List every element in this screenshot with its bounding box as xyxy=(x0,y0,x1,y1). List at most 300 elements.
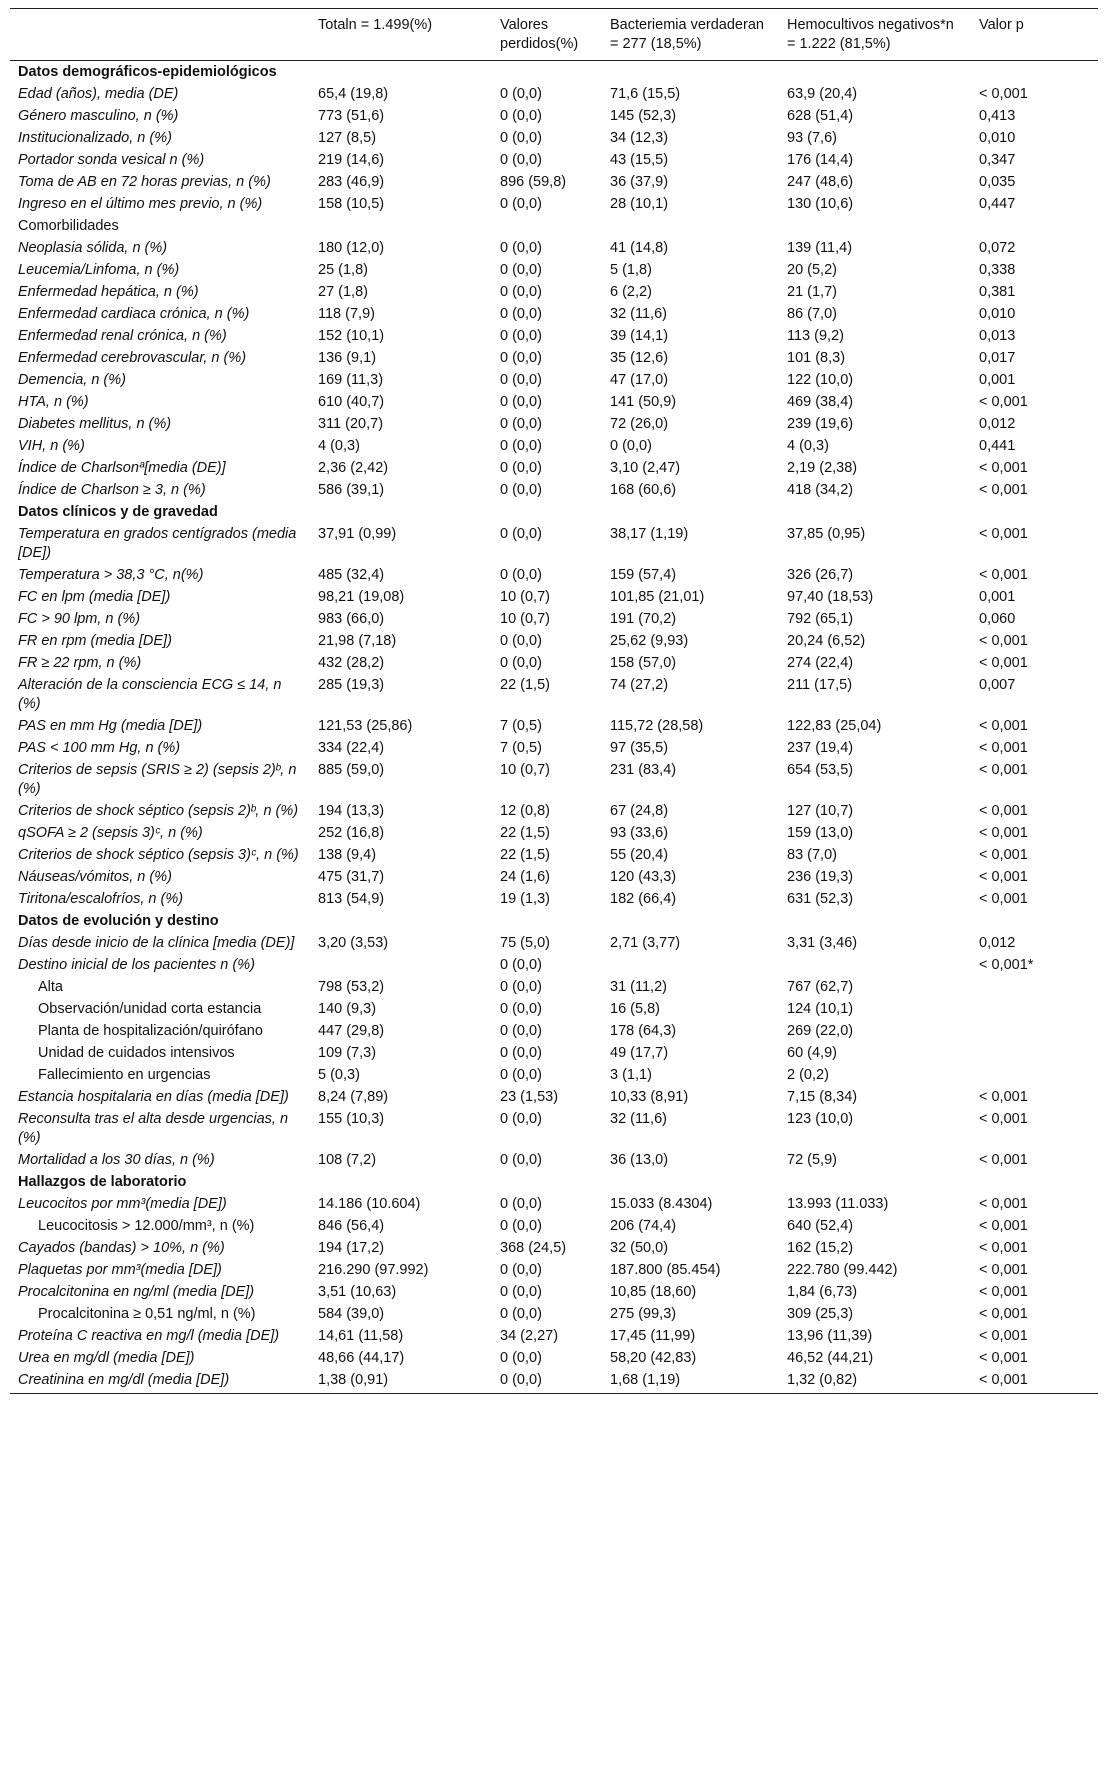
row-label: FC en lpm (media [DE]) xyxy=(18,589,171,605)
cell-negative: 101 (8,3) xyxy=(787,350,846,366)
cell-bacteremia: 15.033 (8.4304) xyxy=(610,1196,713,1212)
cell-negative: 122 (10,0) xyxy=(787,372,854,388)
cell-pvalue: < 0,001 xyxy=(979,718,1028,734)
cell-missing: 0 (0,0) xyxy=(500,1262,542,1278)
cell-pvalue: < 0,001 xyxy=(979,460,1028,476)
cell-total: 27 (1,8) xyxy=(318,284,368,300)
table-row xyxy=(10,171,1098,193)
cell-pvalue: < 0,001 xyxy=(979,526,1028,542)
section-header-row xyxy=(10,910,1098,932)
cell-bacteremia: 41 (14,8) xyxy=(610,240,669,256)
cell-negative: 130 (10,6) xyxy=(787,196,854,212)
row-label: Urea en mg/dl (media [DE]) xyxy=(18,1350,195,1366)
table-row xyxy=(10,954,1098,976)
cell-bacteremia: 182 (66,4) xyxy=(610,891,677,907)
cell-bacteremia: 178 (64,3) xyxy=(610,1023,677,1039)
header-label xyxy=(10,9,310,61)
cell-missing: 0 (0,0) xyxy=(500,306,542,322)
table-row xyxy=(10,564,1098,586)
table-row xyxy=(10,281,1098,303)
cell-missing: 7 (0,5) xyxy=(500,740,542,756)
cell-negative: 123 (10,0) xyxy=(787,1111,854,1127)
cell-missing: 23 (1,53) xyxy=(500,1089,559,1105)
cell-missing: 0 (0,0) xyxy=(500,1218,542,1234)
cell-bacteremia: 0 (0,0) xyxy=(610,438,652,454)
cell-pvalue: 0,035 xyxy=(979,174,1016,190)
cell-pvalue: 0,012 xyxy=(979,416,1016,432)
cell-missing: 0 (0,0) xyxy=(500,633,542,649)
cell-bacteremia: 2,71 (3,77) xyxy=(610,935,681,951)
section-header-row xyxy=(10,501,1098,523)
cell-missing: 0 (0,0) xyxy=(500,262,542,278)
cell-bacteremia: 158 (57,0) xyxy=(610,655,677,671)
cell-total: 8,24 (7,89) xyxy=(318,1089,389,1105)
cell-bacteremia: 115,72 (28,58) xyxy=(610,718,704,734)
cell-total: 610 (40,7) xyxy=(318,394,385,410)
cell-missing: 0 (0,0) xyxy=(500,86,542,102)
cell-pvalue: 0,413 xyxy=(979,108,1016,124)
cell-negative xyxy=(779,501,971,523)
row-label: Demencia, n (%) xyxy=(18,372,126,388)
cell-bacteremia: 206 (74,4) xyxy=(610,1218,677,1234)
cell-bacteremia: 10,85 (18,60) xyxy=(610,1284,697,1300)
table-row xyxy=(10,1369,1098,1394)
cell-bacteremia: 74 (27,2) xyxy=(610,677,669,693)
cell-negative: 792 (65,1) xyxy=(787,611,854,627)
cell-missing: 24 (1,6) xyxy=(500,869,550,885)
cell-missing: 0 (0,0) xyxy=(500,196,542,212)
cell-total: 169 (11,3) xyxy=(318,372,384,388)
cell-total: 846 (56,4) xyxy=(318,1218,385,1234)
cell-total: 14.186 (10.604) xyxy=(318,1196,421,1212)
cell-total: 108 (7,2) xyxy=(318,1152,377,1168)
table-row xyxy=(10,347,1098,369)
row-label: Temperatura en grados centígrados (media [DE]) xyxy=(18,526,297,561)
cell-negative: 20 (5,2) xyxy=(787,262,837,278)
cell-pvalue: < 0,001 xyxy=(979,655,1028,671)
table-row xyxy=(10,1215,1098,1237)
section-header-row xyxy=(10,1171,1098,1193)
cell-negative: 127 (10,7) xyxy=(787,803,854,819)
table-row xyxy=(10,325,1098,347)
cell-total xyxy=(310,954,492,976)
cell-total: 813 (54,9) xyxy=(318,891,385,907)
cell-bacteremia: 231 (83,4) xyxy=(610,762,677,778)
table-header xyxy=(10,9,1098,61)
cell-total: 311 (20,7) xyxy=(318,416,384,432)
cell-bacteremia: 43 (15,5) xyxy=(610,152,669,168)
row-label: Alta xyxy=(38,979,63,995)
cell-missing: 0 (0,0) xyxy=(500,655,542,671)
cell-total: 136 (9,1) xyxy=(318,350,377,366)
row-label: Índice de Charlsonª[media (DE)] xyxy=(18,460,226,476)
cell-pvalue: 0,060 xyxy=(979,611,1016,627)
cell-bacteremia: 39 (14,1) xyxy=(610,328,669,344)
cell-total: 155 (10,3) xyxy=(318,1111,385,1127)
cell-negative: 1,32 (0,82) xyxy=(779,1369,971,1394)
cell-missing: 0 (0,0) xyxy=(500,526,542,542)
cell-pvalue: < 0,001* xyxy=(979,957,1034,973)
cell-pvalue: < 0,001 xyxy=(979,567,1028,583)
cell-total: 447 (29,8) xyxy=(318,1023,385,1039)
table-row xyxy=(10,1042,1098,1064)
cell-negative: 1,84 (6,73) xyxy=(787,1284,858,1300)
table-row xyxy=(10,1259,1098,1281)
cell-negative: 162 (15,2) xyxy=(787,1240,854,1256)
cell-bacteremia: 93 (33,6) xyxy=(610,825,669,841)
row-label: Enfermedad renal crónica, n (%) xyxy=(18,328,227,344)
cell-bacteremia: 32 (50,0) xyxy=(610,1240,669,1256)
cell-pvalue: < 0,001 xyxy=(979,847,1028,863)
cell-pvalue: < 0,001 xyxy=(979,1306,1028,1322)
row-label: Planta de hospitalización/quirófano xyxy=(38,1023,263,1039)
cell-missing: 0 (0,0) xyxy=(500,240,542,256)
table-row xyxy=(10,1149,1098,1171)
cell-negative: 237 (19,4) xyxy=(787,740,854,756)
row-label: FR ≥ 22 rpm, n (%) xyxy=(18,655,142,671)
cell-bacteremia: 3,10 (2,47) xyxy=(610,460,681,476)
cell-negative: 72 (5,9) xyxy=(787,1152,837,1168)
cell-total: 3,20 (3,53) xyxy=(318,935,389,951)
row-label: Fallecimiento en urgencias xyxy=(38,1067,211,1083)
cell-pvalue: 0,441 xyxy=(979,438,1016,454)
cell-negative xyxy=(779,954,971,976)
cell-negative: 176 (14,4) xyxy=(787,152,854,168)
table-row xyxy=(10,479,1098,501)
cell-bacteremia: 141 (50,9) xyxy=(610,394,677,410)
cell-negative: 767 (62,7) xyxy=(787,979,854,995)
cell-bacteremia: 25,62 (9,93) xyxy=(610,633,689,649)
row-label: FC > 90 lpm, n (%) xyxy=(18,611,141,627)
cell-negative: 236 (19,3) xyxy=(787,869,854,885)
row-label: Edad (años), media (DE) xyxy=(18,86,179,102)
row-label: Leucemia/Linfoma, n (%) xyxy=(18,262,180,278)
cell-pvalue xyxy=(971,501,1098,523)
row-label: Estancia hospitalaria en días (media [DE]) xyxy=(18,1089,289,1105)
table-row xyxy=(10,1281,1098,1303)
cell-negative: 4 (0,3) xyxy=(787,438,829,454)
table-row xyxy=(10,715,1098,737)
cell-total: 4 (0,3) xyxy=(318,438,360,454)
cell-missing xyxy=(492,1171,602,1193)
cell-negative xyxy=(779,215,971,237)
header-missing: Valores perdidos(%) xyxy=(492,9,602,61)
cell-negative: 7,15 (8,34) xyxy=(787,1089,858,1105)
table-row xyxy=(10,127,1098,149)
table-row xyxy=(10,586,1098,608)
row-label: Enfermedad hepática, n (%) xyxy=(18,284,199,300)
cell-pvalue: < 0,001 xyxy=(979,1089,1028,1105)
table-row xyxy=(10,303,1098,325)
cell-missing: 0 (0,0) xyxy=(500,438,542,454)
cell-negative: 211 (17,5) xyxy=(787,677,853,693)
cell-bacteremia: 35 (12,6) xyxy=(610,350,669,366)
row-label: Procalcitonina ≥ 0,51 ng/ml, n (%) xyxy=(38,1306,256,1322)
cell-missing: 368 (24,5) xyxy=(500,1240,567,1256)
row-label: Procalcitonina en ng/ml (media [DE]) xyxy=(18,1284,255,1300)
cell-missing xyxy=(492,215,602,237)
row-label: Proteína C reactiva en mg/l (media [DE]) xyxy=(18,1328,280,1344)
table-row xyxy=(10,369,1098,391)
table-row xyxy=(10,391,1098,413)
cell-bacteremia: 168 (60,6) xyxy=(610,482,677,498)
cell-bacteremia: 36 (37,9) xyxy=(610,174,669,190)
cell-pvalue: 0,013 xyxy=(979,328,1016,344)
cell-missing: 0 (0,0) xyxy=(500,130,542,146)
cell-pvalue: < 0,001 xyxy=(979,762,1028,778)
cell-pvalue: < 0,001 xyxy=(979,869,1028,885)
table-row xyxy=(10,866,1098,888)
cell-bacteremia: 6 (2,2) xyxy=(610,284,652,300)
cell-bacteremia: 17,45 (11,99) xyxy=(610,1328,696,1344)
cell-negative: 122,83 (25,04) xyxy=(787,718,882,734)
cell-bacteremia: 34 (12,3) xyxy=(610,130,669,146)
cell-negative: 159 (13,0) xyxy=(787,825,854,841)
cell-missing: 0 (0,0) xyxy=(500,460,542,476)
header-bacteremia: Bacteriemia verdaderan = 277 (18,5%) xyxy=(602,9,779,61)
cell-pvalue: < 0,001 xyxy=(979,740,1028,756)
cell-bacteremia: 31 (11,2) xyxy=(610,979,667,995)
cell-missing: 22 (1,5) xyxy=(500,825,550,841)
header-row xyxy=(10,9,1098,61)
cell-negative: 86 (7,0) xyxy=(787,306,837,322)
cell-negative: 124 (10,1) xyxy=(787,1001,854,1017)
row-label: Temperatura > 38,3 °C, n(%) xyxy=(18,567,204,583)
cell-bacteremia: 38,17 (1,19) xyxy=(610,526,689,542)
cell-total xyxy=(310,910,492,932)
cell-total: 37,91 (0,99) xyxy=(318,526,397,542)
cell-pvalue: 0,347 xyxy=(979,152,1016,168)
cell-negative: 247 (48,6) xyxy=(787,174,854,190)
cell-missing: 0 (0,0) xyxy=(500,1001,542,1017)
cell-bacteremia xyxy=(602,954,779,976)
cell-missing: 75 (5,0) xyxy=(500,935,550,951)
cell-total xyxy=(310,1171,492,1193)
cell-negative xyxy=(779,61,971,84)
cell-total: 252 (16,8) xyxy=(318,825,385,841)
cell-missing: 12 (0,8) xyxy=(500,803,550,819)
table-row xyxy=(10,608,1098,630)
table-row xyxy=(10,523,1098,564)
cell-total: 14,61 (11,58) xyxy=(318,1328,404,1344)
row-label: qSOFA ≥ 2 (sepsis 3)ᶜ, n (%) xyxy=(18,825,203,841)
table-row xyxy=(10,1086,1098,1108)
cell-total: 98,21 (19,08) xyxy=(318,589,405,605)
cell-bacteremia: 28 (10,1) xyxy=(610,196,669,212)
cell-total: 283 (46,9) xyxy=(318,174,385,190)
table-row xyxy=(10,998,1098,1020)
cell-pvalue: 0,338 xyxy=(979,262,1016,278)
cell-pvalue: < 0,001 xyxy=(979,86,1028,102)
cell-bacteremia xyxy=(602,910,779,932)
table-row xyxy=(10,630,1098,652)
cell-missing xyxy=(492,61,602,84)
cell-bacteremia: 55 (20,4) xyxy=(610,847,669,863)
row-label: Reconsulta tras el alta desde urgencias, n (%) xyxy=(18,1111,289,1146)
table-container xyxy=(10,8,1098,1394)
cell-total: 5 (0,3) xyxy=(318,1067,360,1083)
header-pvalue: Valor p xyxy=(971,9,1098,61)
cell-negative: 654 (53,5) xyxy=(787,762,854,778)
row-label: Observación/unidad corta estancia xyxy=(38,1001,262,1017)
cell-negative: 13.993 (11.033) xyxy=(787,1196,889,1212)
cell-missing: 0 (0,0) xyxy=(500,416,542,432)
cell-negative xyxy=(779,910,971,932)
cell-missing: 0 (0,0) xyxy=(500,567,542,583)
cell-pvalue: < 0,001 xyxy=(979,1196,1028,1212)
cell-negative: 239 (19,6) xyxy=(787,416,854,432)
section-title: Hallazgos de laboratorio xyxy=(18,1174,187,1190)
cell-bacteremia: 32 (11,6) xyxy=(610,1111,667,1127)
table-row xyxy=(10,259,1098,281)
row-label: PAS < 100 mm Hg, n (%) xyxy=(18,740,181,756)
cell-missing: 0 (0,0) xyxy=(500,979,542,995)
cell-total: 152 (10,1) xyxy=(318,328,385,344)
cell-missing: 0 (0,0) xyxy=(500,284,542,300)
cell-total: 118 (7,9) xyxy=(318,306,375,322)
cell-pvalue: < 0,001 xyxy=(979,1152,1028,1168)
cell-total xyxy=(310,61,492,84)
cell-missing: 896 (59,8) xyxy=(500,174,567,190)
table-row xyxy=(10,413,1098,435)
cell-missing: 0 (0,0) xyxy=(500,1306,542,1322)
cell-total: 983 (66,0) xyxy=(318,611,385,627)
cell-negative: 37,85 (0,95) xyxy=(787,526,866,542)
cell-bacteremia: 1,68 (1,19) xyxy=(602,1369,779,1394)
section-header-row xyxy=(10,61,1098,84)
cell-missing: 0 (0,0) xyxy=(500,1045,542,1061)
table-row xyxy=(10,1108,1098,1149)
cell-bacteremia: 101,85 (21,01) xyxy=(610,589,705,605)
cell-missing: 0 (0,0) xyxy=(500,152,542,168)
row-label: Plaquetas por mm³(media [DE]) xyxy=(18,1262,222,1278)
cell-total: 25 (1,8) xyxy=(318,262,368,278)
cell-bacteremia: 191 (70,2) xyxy=(610,611,677,627)
cell-negative: 222.780 (99.442) xyxy=(787,1262,898,1278)
cell-pvalue xyxy=(971,215,1098,237)
table-body xyxy=(10,61,1098,1394)
cell-bacteremia: 16 (5,8) xyxy=(610,1001,660,1017)
cell-total: 21,98 (7,18) xyxy=(318,633,397,649)
cell-negative: 83 (7,0) xyxy=(787,847,837,863)
data-table xyxy=(10,8,1098,1394)
table-row xyxy=(10,193,1098,215)
row-label: Género masculino, n (%) xyxy=(18,108,179,124)
table-row xyxy=(10,652,1098,674)
cell-negative: 274 (22,4) xyxy=(787,655,854,671)
cell-negative: 139 (11,4) xyxy=(787,240,853,256)
row-label: HTA, n (%) xyxy=(18,394,89,410)
cell-total: 586 (39,1) xyxy=(318,482,385,498)
cell-pvalue: 0,017 xyxy=(979,350,1016,366)
cell-total: 158 (10,5) xyxy=(318,196,385,212)
cell-total: 194 (17,2) xyxy=(318,1240,385,1256)
cell-pvalue: < 0,001 xyxy=(979,891,1028,907)
cell-pvalue: < 0,001 xyxy=(979,1328,1028,1344)
cell-total: 138 (9,4) xyxy=(318,847,377,863)
row-label: Índice de Charlson ≥ 3, n (%) xyxy=(18,482,206,498)
cell-bacteremia: 97 (35,5) xyxy=(610,740,669,756)
cell-total: 475 (31,7) xyxy=(318,869,385,885)
cell-negative: 418 (34,2) xyxy=(787,482,854,498)
row-label: Leucocitos por mm³(media [DE]) xyxy=(18,1196,227,1212)
cell-negative: 13,96 (11,39) xyxy=(787,1328,873,1344)
cell-missing: 10 (0,7) xyxy=(500,611,550,627)
cell-pvalue xyxy=(971,910,1098,932)
cell-missing: 0 (0,0) xyxy=(500,1023,542,1039)
cell-pvalue: < 0,001 xyxy=(979,825,1028,841)
row-label: Enfermedad cerebrovascular, n (%) xyxy=(18,350,247,366)
cell-missing xyxy=(492,910,602,932)
cell-missing: 0 (0,0) xyxy=(500,1350,542,1366)
section-title: Datos clínicos y de gravedad xyxy=(18,504,218,520)
row-label: Unidad de cuidados intensivos xyxy=(38,1045,235,1061)
table-row xyxy=(10,105,1098,127)
table-row xyxy=(10,844,1098,866)
row-label: Náuseas/vómitos, n (%) xyxy=(18,869,172,885)
cell-total: 773 (51,6) xyxy=(318,108,385,124)
table-row xyxy=(10,1303,1098,1325)
row-label: Portador sonda vesical n (%) xyxy=(18,152,205,168)
table-row xyxy=(10,822,1098,844)
cell-negative: 3,31 (3,46) xyxy=(787,935,858,951)
cell-total: 798 (53,2) xyxy=(318,979,385,995)
cell-bacteremia: 36 (13,0) xyxy=(610,1152,669,1168)
cell-missing: 0 (0,0) xyxy=(500,1152,542,1168)
row-label: Mortalidad a los 30 días, n (%) xyxy=(18,1152,215,1168)
cell-pvalue: 0,001 xyxy=(979,589,1016,605)
row-label: Días desde inicio de la clínica [media (DE)] xyxy=(18,935,295,951)
cell-missing: 0 (0,0) xyxy=(500,1111,542,1127)
row-label: Creatinina en mg/dl (media [DE]) xyxy=(10,1369,310,1394)
cell-total: 2,36 (2,42) xyxy=(318,460,389,476)
cell-missing: 0 (0,0) xyxy=(500,1284,542,1300)
cell-pvalue: 0,007 xyxy=(979,677,1016,693)
section-title: Datos demográficos-epidemiológicos xyxy=(18,64,277,80)
row-label: Leucocitosis > 12.000/mm³, n (%) xyxy=(38,1218,255,1234)
cell-pvalue: < 0,001 xyxy=(979,1111,1028,1127)
cell-pvalue: < 0,001 xyxy=(979,633,1028,649)
cell-negative: 631 (52,3) xyxy=(787,891,854,907)
cell-pvalue xyxy=(971,976,1098,998)
row-label: Alteración de la consciencia ECG ≤ 14, n (%) xyxy=(18,677,282,712)
cell-negative: 640 (52,4) xyxy=(787,1218,854,1234)
row-label: Criterios de shock séptico (sepsis 3)ᶜ, n (%) xyxy=(18,847,299,863)
cell-pvalue: 0,012 xyxy=(979,935,1016,951)
cell-total: 65,4 (19,8) xyxy=(318,86,389,102)
cell-bacteremia: 120 (43,3) xyxy=(610,869,677,885)
cell-pvalue: < 0,001 xyxy=(979,1350,1028,1366)
cell-bacteremia: 47 (17,0) xyxy=(610,372,669,388)
cell-total: 584 (39,0) xyxy=(318,1306,385,1322)
table-row xyxy=(10,215,1098,237)
row-label: Ingreso en el último mes previo, n (%) xyxy=(18,196,263,212)
cell-missing: 10 (0,7) xyxy=(500,589,550,605)
table-row xyxy=(10,1325,1098,1347)
cell-bacteremia: 187.800 (85.454) xyxy=(610,1262,721,1278)
cell-bacteremia xyxy=(602,1171,779,1193)
row-label: Neoplasia sólida, n (%) xyxy=(18,240,168,256)
row-label: Tiritona/escalofríos, n (%) xyxy=(18,891,184,907)
cell-total: 216.290 (97.992) xyxy=(318,1262,429,1278)
cell-total: 285 (19,3) xyxy=(318,677,385,693)
header-total: Totaln = 1.499(%) xyxy=(310,9,492,61)
cell-bacteremia: 145 (52,3) xyxy=(610,108,677,124)
cell-missing: 7 (0,5) xyxy=(500,718,542,734)
table-row xyxy=(10,888,1098,910)
cell-total: 194 (13,3) xyxy=(318,803,385,819)
cell-negative: 63,9 (20,4) xyxy=(787,86,858,102)
